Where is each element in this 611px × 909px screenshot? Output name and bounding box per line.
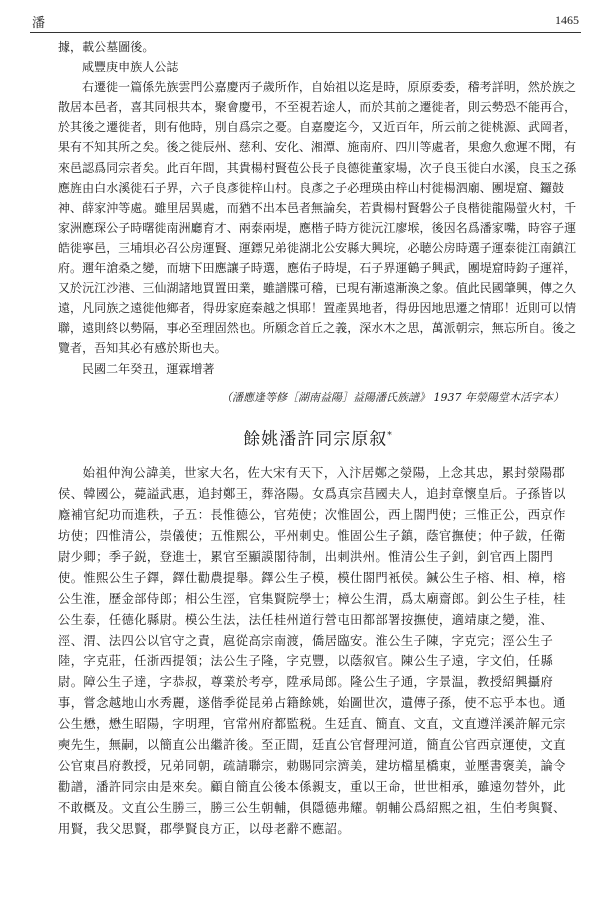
body-paragraph: 右遷徙一篇係先族雲門公嘉慶丙子歲所作，自始祖以迄是時，原原委委，稽考詳明，然於族之散居本邑者，喜其同根共本，聚會慶弔，不至視若途人，而於其前之遷徙者，則云勢恐不能再合，於其後之遷徙者，則有他時，別自爲宗之憂。自嘉慶迄今，又近百年，所云前之徙桃源、武岡者，果有不知其所之矣。後之徙辰州、慈利、安化、湘潭、施南府、四川等處者，果愈久愈遲不聞，有來邑認爲同宗者矣。此百年間，其貴楊村賢苞公長子良德徙董家場，次子良玉徙白水溪，良玉之孫應旌由白水溪徙石子界，六子良彥徙梓山村。良彥之子必理瑛由梓山村徙楊泗廟、團堤窟、鑼鼓神、薛家沖等處。雖里居異處，而猶不出本邑者無論矣，若貴楊村賢磐公子良楷徙龍陽螢火村，千家洲應琛公子時曙徙南洲廳育才、兩泰兩堤，應楷子時方徙沅江廖堠，後因名爲潘家嘴，時容子運皓徙寧邑，三埔垻必召公房運賢、運鏢兄弟徙湖北公安縣大興垸，必聴公房時選子運泰徙江南鎮江府。邇年滄桑之變，而塘下田應讓子時選，應佑子時堤，石子界運鶴子興武，團堤窟時鈞子運祥，又於沅江沙港、三仙湖諸地買置田業，雖譜牒可稽，已現有漸遠漸渙之象。值此民國肇興，傳之久遠，凡同族之遠徙他鄉者，得毋家庭秦越之惧耶！置產異地者，得毋因地思遷之情耶！近則可以情聯，遠則終以勢隔，事必至理固然也。所願念首丘之義，深水木之思，萬派朝宗，無忘所自。後之覽者，吾知其必有感於斯也夫。	[58, 80, 577, 356]
footnote-marker: *	[387, 430, 393, 441]
section-heading: 咸豐庚申族人公誌	[82, 60, 179, 75]
signature-line: 民國二年癸丑，運霖增著	[82, 361, 215, 376]
source-citation: （潘應逢等修［湖南益陽］益陽潘氏族譜》 1937 年滎陽堂木活字本）	[221, 390, 564, 404]
section-title	[58, 424, 578, 452]
continued-line: 據，載公墓圖後。	[58, 40, 155, 54]
section-preface	[58, 463, 578, 839]
page-content	[58, 37, 578, 840]
page-header	[30, 10, 581, 33]
chapter-label: 潘	[32, 16, 46, 31]
section-genealogy-notes	[58, 37, 578, 379]
section-title-text: 餘姚潘許同宗原叙	[243, 429, 388, 450]
preface-paragraph: 始祖仲洵公諱美，世家大名，佐大宋有天下，入汴居鄭之滎陽，上念其忠，累封滎陽郡侯、韓國公，薨謚武惠，追封鄭王，葬洛陽。女爲真宗莒國夫人，追封章懷皇后。子孫皆以廕補官紀功而進秩，子五：長惟德公，官苑使；次惟固公，西上閤門使；三惟正公，西京作坊使；四惟清公，崇儀使；五惟熙公，平州刺史。惟固公生子鎮，蔭官撫使；仲子鈸，任衛尉少卿；季子鋭，登進士，累官至顯謨閣待制，出刺洪州。惟清公生子釗，釗官西上閤門使。惟熙公生子鐸，鐸仕勸農提舉。鐸公生子模，模仕閤門衹侯。鍼公生子榕、相、樟，榕公生淮，歷金部侍郎；相公生涇，官集賢院學士；樟公生渭，爲太廟齋郎。釗公生子桂，桂公生泰，任德化縣尉。模公生法，法任桂州道行營屯田都部署按撫使，適靖康之變，淮、涇、渭、法四公以官守之責，扈從高宗南渡，僑居臨安。淮公生子陳，字克完；涇公生子陸，字克莊，任浙西提領；法公生子隆，字克豐，以蔭叙官。陳公生子遠，字文伯，任縣尉。障公生子達，字恭叔，尊業於考亭，陞承局郎。隆公生子通，字景温，教授紹興攝府事，嘗念越地山水秀麗，遂偕季從昆弟占籍餘姚，始圖世次，遺傳子孫，使不忘乎本也。通公生懋，懋生昭陽，字明理，官常州府都監税。生廷直、簡直、文直，文直遵洋溪許解元宗奭先生，無嗣，以簡直公出繼許後。至正間，廷直公官督理河道，簡直公官西京運使，文直公官東昌府教授，兄弟同朝，疏請聯宗，勅賜同宗濟美，建坊檔星橋東，並壓書褒美，論令勸譜，潘許同宗由是來矣。顧自簡直公後本係親支，重以王命，世世相承，雖遠勿替外，此不敢概及。文直公生勝三，勝三公生朝輔，俱隱德弗耀。朝輔公爲紹熙之祖，生伯考與賢、用賢，我父思賢，郡學賢良方正，以母老辭不應詔。	[58, 466, 566, 836]
page-number: 1465	[555, 13, 579, 27]
